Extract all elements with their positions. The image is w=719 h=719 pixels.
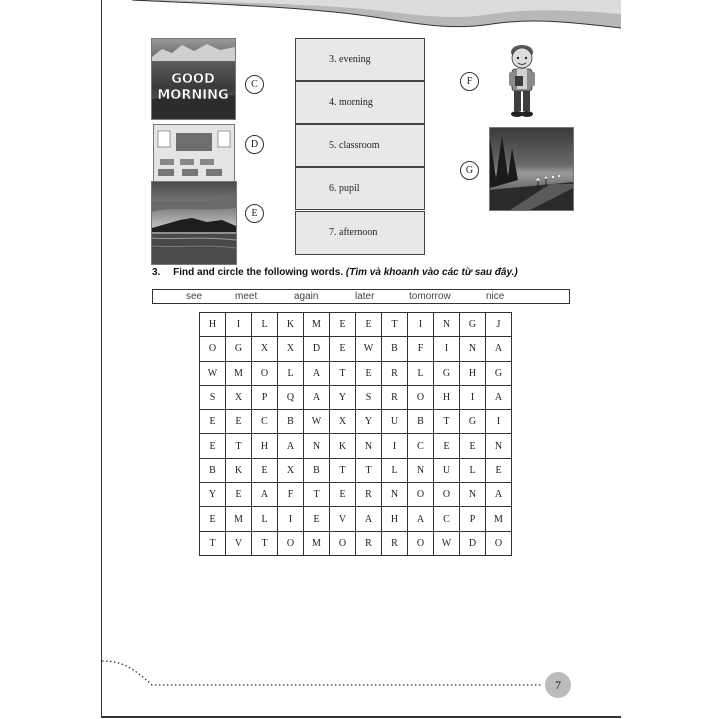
grid-cell[interactable]: E bbox=[200, 434, 226, 458]
grid-cell[interactable]: E bbox=[304, 507, 330, 531]
grid-cell[interactable]: D bbox=[460, 531, 486, 555]
word-box-pupil: 6. pupil bbox=[295, 167, 425, 210]
grid-row bbox=[200, 458, 512, 482]
grid-cell[interactable]: I bbox=[226, 313, 252, 337]
grid-cell[interactable]: E bbox=[226, 483, 252, 507]
grid-cell[interactable]: U bbox=[382, 410, 408, 434]
grid-cell[interactable]: P bbox=[252, 385, 278, 409]
grid-cell[interactable]: N bbox=[382, 483, 408, 507]
grid-cell[interactable]: W bbox=[304, 410, 330, 434]
grid-cell[interactable]: C bbox=[408, 434, 434, 458]
grid-cell[interactable]: K bbox=[330, 434, 356, 458]
grid-cell[interactable]: R bbox=[356, 531, 382, 555]
grid-cell[interactable]: Y bbox=[356, 410, 382, 434]
grid-cell[interactable]: T bbox=[356, 458, 382, 482]
grid-cell[interactable]: E bbox=[330, 313, 356, 337]
grid-cell[interactable]: I bbox=[486, 410, 512, 434]
word-again: again bbox=[294, 291, 319, 302]
grid-cell[interactable]: X bbox=[278, 458, 304, 482]
workbook-page bbox=[101, 0, 621, 718]
grid-cell[interactable]: H bbox=[434, 385, 460, 409]
grid-cell[interactable]: O bbox=[278, 531, 304, 555]
grid-row bbox=[200, 337, 512, 361]
grid-cell[interactable]: O bbox=[408, 531, 434, 555]
grid-cell[interactable]: T bbox=[226, 434, 252, 458]
word-tomorrow: tomorrow bbox=[409, 291, 451, 302]
classroom-icon bbox=[154, 125, 234, 181]
grid-cell[interactable]: T bbox=[200, 531, 226, 555]
word-see: see bbox=[186, 291, 203, 302]
grid-cell[interactable]: S bbox=[200, 385, 226, 409]
grid-cell[interactable]: X bbox=[330, 410, 356, 434]
grid-cell[interactable]: I bbox=[460, 385, 486, 409]
word-nice: nice bbox=[486, 291, 505, 302]
mountain-landscape-icon bbox=[152, 39, 235, 119]
label-e: E bbox=[245, 204, 264, 223]
grid-cell[interactable]: C bbox=[252, 410, 278, 434]
word-box-classroom: 5. classroom bbox=[295, 124, 425, 167]
grid-cell[interactable]: E bbox=[330, 483, 356, 507]
grid-cell[interactable]: T bbox=[252, 531, 278, 555]
grid-cell[interactable]: K bbox=[278, 313, 304, 337]
grid-cell[interactable]: I bbox=[278, 507, 304, 531]
lake-landscape-icon bbox=[152, 182, 236, 264]
classroom-picture bbox=[153, 124, 235, 182]
grid-cell[interactable]: W bbox=[200, 361, 226, 385]
grid-cell[interactable]: Y bbox=[200, 483, 226, 507]
grid-cell[interactable]: L bbox=[460, 458, 486, 482]
footer-dotted-line bbox=[102, 655, 621, 695]
grid-row bbox=[200, 410, 512, 434]
label-c: C bbox=[245, 75, 264, 94]
grid-row bbox=[200, 385, 512, 409]
grid-cell[interactable]: T bbox=[382, 313, 408, 337]
grid-cell[interactable]: E bbox=[434, 434, 460, 458]
grid-cell[interactable]: T bbox=[304, 483, 330, 507]
morning-word: MORNING bbox=[157, 88, 229, 103]
grid-row bbox=[200, 434, 512, 458]
grid-cell[interactable]: R bbox=[382, 531, 408, 555]
grid-cell[interactable]: N bbox=[408, 458, 434, 482]
grid-cell[interactable]: N bbox=[486, 434, 512, 458]
pupil-boy-picture bbox=[502, 38, 542, 120]
grid-cell[interactable]: M bbox=[304, 313, 330, 337]
grid-row bbox=[200, 313, 512, 337]
grid-cell[interactable]: T bbox=[434, 410, 460, 434]
grid-cell[interactable]: T bbox=[330, 361, 356, 385]
grid-cell[interactable]: B bbox=[200, 458, 226, 482]
grid-cell[interactable]: O bbox=[200, 337, 226, 361]
grid-cell[interactable]: Q bbox=[278, 385, 304, 409]
grid-cell[interactable]: U bbox=[434, 458, 460, 482]
grid-cell[interactable]: A bbox=[278, 434, 304, 458]
grid-cell[interactable]: I bbox=[382, 434, 408, 458]
grid-cell[interactable]: E bbox=[200, 410, 226, 434]
header-wave-decoration bbox=[102, 0, 621, 40]
grid-cell[interactable]: B bbox=[278, 410, 304, 434]
grid-row bbox=[200, 483, 512, 507]
grid-cell[interactable]: M bbox=[304, 531, 330, 555]
grid-cell[interactable]: X bbox=[278, 337, 304, 361]
grid-cell[interactable]: G bbox=[226, 337, 252, 361]
grid-cell[interactable]: O bbox=[486, 531, 512, 555]
word-later: later bbox=[355, 291, 375, 302]
grid-cell[interactable]: O bbox=[408, 385, 434, 409]
word-box-morning: 4. morning bbox=[295, 81, 425, 124]
good-word: GOOD bbox=[171, 72, 215, 87]
grid-cell[interactable]: R bbox=[382, 361, 408, 385]
section-instruction: Find and circle the following words. bbox=[173, 267, 344, 278]
word-meet: meet bbox=[235, 291, 258, 302]
grid-cell[interactable]: G bbox=[460, 313, 486, 337]
evening-lake-picture bbox=[151, 181, 237, 265]
grid-cell[interactable]: E bbox=[226, 410, 252, 434]
grid-cell[interactable]: M bbox=[486, 507, 512, 531]
grid-cell[interactable]: P bbox=[460, 507, 486, 531]
word-box-evening: 3. evening bbox=[295, 38, 425, 81]
grid-cell[interactable]: Y bbox=[330, 385, 356, 409]
grid-cell[interactable]: A bbox=[304, 361, 330, 385]
afternoon-street-picture bbox=[489, 127, 574, 211]
section-number: 3. bbox=[152, 267, 161, 278]
grid-cell[interactable]: O bbox=[408, 483, 434, 507]
grid-cell[interactable]: I bbox=[434, 337, 460, 361]
grid-cell[interactable]: L bbox=[278, 361, 304, 385]
grid-cell[interactable]: A bbox=[486, 483, 512, 507]
grid-cell[interactable]: E bbox=[460, 434, 486, 458]
label-f: F bbox=[460, 72, 479, 91]
grid-cell[interactable]: B bbox=[408, 410, 434, 434]
grid-cell[interactable]: E bbox=[356, 361, 382, 385]
grid-cell[interactable]: E bbox=[486, 458, 512, 482]
word-box-afternoon: 7. afternoon bbox=[295, 211, 425, 255]
grid-cell[interactable]: A bbox=[486, 337, 512, 361]
grid-cell[interactable]: O bbox=[252, 361, 278, 385]
grid-cell[interactable]: V bbox=[226, 531, 252, 555]
grid-cell[interactable]: E bbox=[200, 507, 226, 531]
street-lights-icon bbox=[490, 128, 573, 210]
grid-cell[interactable]: B bbox=[382, 337, 408, 361]
grid-cell[interactable]: M bbox=[226, 507, 252, 531]
grid-cell[interactable]: R bbox=[356, 483, 382, 507]
grid-cell[interactable]: V bbox=[330, 507, 356, 531]
grid-cell[interactable]: N bbox=[356, 434, 382, 458]
grid-cell[interactable]: G bbox=[460, 410, 486, 434]
grid-cell[interactable]: A bbox=[356, 507, 382, 531]
grid-cell[interactable]: A bbox=[408, 507, 434, 531]
grid-cell[interactable]: N bbox=[304, 434, 330, 458]
grid-cell[interactable]: F bbox=[408, 337, 434, 361]
grid-cell[interactable]: K bbox=[226, 458, 252, 482]
grid-cell[interactable]: N bbox=[434, 313, 460, 337]
grid-cell[interactable]: A bbox=[304, 385, 330, 409]
grid-cell[interactable]: F bbox=[278, 483, 304, 507]
grid-cell[interactable]: O bbox=[434, 483, 460, 507]
grid-cell[interactable]: L bbox=[252, 313, 278, 337]
grid-cell[interactable]: L bbox=[252, 507, 278, 531]
grid-cell[interactable]: T bbox=[330, 458, 356, 482]
grid-cell[interactable]: G bbox=[486, 361, 512, 385]
grid-cell[interactable]: W bbox=[434, 531, 460, 555]
grid-cell[interactable]: H bbox=[252, 434, 278, 458]
grid-cell[interactable]: L bbox=[382, 458, 408, 482]
grid-cell[interactable]: A bbox=[252, 483, 278, 507]
grid-cell[interactable]: M bbox=[226, 361, 252, 385]
grid-cell[interactable]: H bbox=[460, 361, 486, 385]
section-instruction-vietnamese: (Tìm và khoanh vào các từ sau đây.) bbox=[345, 267, 518, 278]
grid-cell[interactable]: L bbox=[408, 361, 434, 385]
grid-cell[interactable]: N bbox=[460, 337, 486, 361]
grid-cell[interactable]: E bbox=[356, 313, 382, 337]
label-d: D bbox=[245, 135, 264, 154]
grid-row bbox=[200, 507, 512, 531]
grid-cell[interactable]: D bbox=[304, 337, 330, 361]
good-morning-picture bbox=[151, 38, 236, 120]
grid-cell[interactable]: I bbox=[408, 313, 434, 337]
grid-cell[interactable]: A bbox=[486, 385, 512, 409]
grid-cell[interactable]: O bbox=[330, 531, 356, 555]
grid-cell[interactable]: G bbox=[434, 361, 460, 385]
grid-cell[interactable]: X bbox=[226, 385, 252, 409]
grid-cell[interactable]: X bbox=[252, 337, 278, 361]
grid-cell[interactable]: N bbox=[460, 483, 486, 507]
grid-cell[interactable]: B bbox=[304, 458, 330, 482]
grid-cell[interactable]: C bbox=[434, 507, 460, 531]
page-number: 7 bbox=[545, 672, 571, 698]
grid-cell[interactable]: S bbox=[356, 385, 382, 409]
grid-cell[interactable]: H bbox=[200, 313, 226, 337]
grid-cell[interactable]: H bbox=[382, 507, 408, 531]
label-g: G bbox=[460, 161, 479, 180]
grid-cell[interactable]: E bbox=[252, 458, 278, 482]
grid-cell[interactable]: J bbox=[486, 313, 512, 337]
word-list-box bbox=[152, 289, 570, 304]
grid-cell[interactable]: W bbox=[356, 337, 382, 361]
grid-row bbox=[200, 531, 512, 555]
grid-cell[interactable]: R bbox=[382, 385, 408, 409]
section-3-title bbox=[152, 267, 518, 278]
grid-cell[interactable]: E bbox=[330, 337, 356, 361]
grid-row bbox=[200, 361, 512, 385]
word-search-grid bbox=[199, 312, 512, 556]
